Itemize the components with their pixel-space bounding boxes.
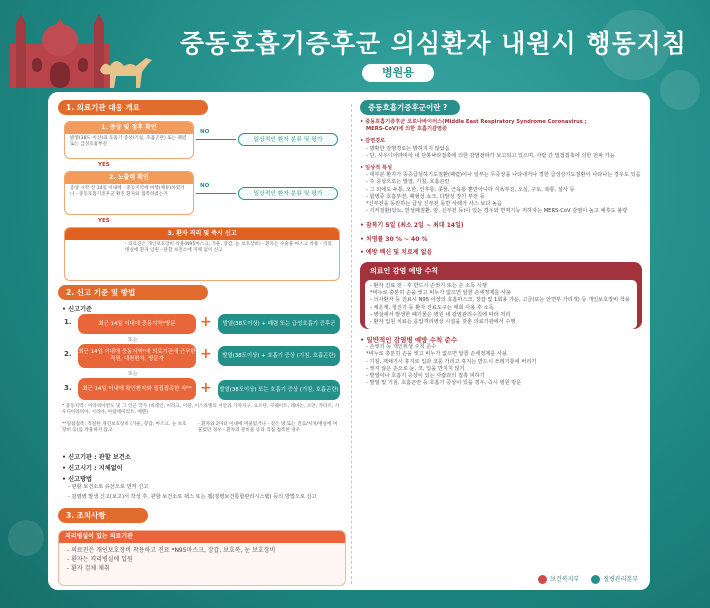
yes-label: YES <box>98 218 110 224</box>
what-is-body-1: • 중동호흡기증후군 코로나바이러스(Middle East Respiratory Syndrome Coronavirus ; <box>360 119 587 125</box>
report-method-label: • 신고방법 <box>62 476 93 483</box>
list-item: - 의사환자 등 진료시 N95 이상의 호흡마스크, 장갑 및 1회용 가운, 고글(또는 안면부 가리개) 등 개인보호장비 착용 <box>370 297 630 304</box>
list-item: - 기침, 재채기시 휴지로 입과 코를 가리고 휴지는 반드시 쓰레기통에 버리기 <box>366 358 537 365</box>
criteria-left: 최근 14일 이내에 중동지역*에 의료기관에 근무한 직원, 내원환자, 방문자 <box>78 344 196 368</box>
step3-body: - 의료진은 개인보호장비 착용(N95마스크, 가운, 장갑, 눈 보호장비) - 환자는 수술용 마스크 착용 - 격리병실에 환자 입원 - 관할 보건소에 지체 없이 신고 <box>125 242 332 254</box>
route-title: • 감염경로 <box>360 138 386 145</box>
footer-logos <box>538 574 638 584</box>
or-label: 또는 <box>128 371 138 377</box>
kcdc-logo <box>591 574 638 584</box>
clinical-title: • 임상적 특성 <box>360 165 392 172</box>
step2-body: 증상 시작 전 14일 이내에 - 중동지역에 여행(체류)하였거나 - 중동호흡기증후군 확진 환자와 접촉하였는가 <box>70 186 185 198</box>
section3-title: 3. 조치사항 <box>58 508 148 523</box>
list-item: *비누로 충분히 손을 씻고 비누가 없으면 알콜 손세정제를 사용 <box>370 290 512 297</box>
plus-icon: + <box>200 314 212 330</box>
left-column <box>58 100 346 572</box>
step2-box <box>64 171 194 215</box>
criteria-num: 2. <box>64 350 72 358</box>
list-item: - 씻지 않은 손으로 눈, 코, 입을 만지지 않기 <box>366 365 465 372</box>
medical-list <box>370 283 632 326</box>
medical-prevention-body <box>365 280 637 329</box>
report-method-2: - 감염병 발생 신고(보고)서 작성 후, 관할 보건소로 팩스 또는 웹(질병보건통합관리시스템) 등의 방법으로 신고 <box>68 494 317 500</box>
middle-east-note: * 중동지역 : 아라비아반도 및 그 인근 국가 (바레인, 이라크, 이란, 이스라엘의 서안과 가자지구, 요르단, 쿠웨이트, 레바논, 오만, 카타르, 사우디아라비아, 시리아, 아랍에미리트, 예멘) <box>62 404 340 416</box>
list-item: *비누로 충분히 손을 씻고 비누가 없으면 알콜 손세정제를 사용 <box>366 351 508 358</box>
outcome-box: 일상적인 환자 분류 및 평가 <box>238 133 338 146</box>
plus-icon: + <box>200 380 212 396</box>
criteria-left: 최근 14일 이내에 확인환자와 밀접접촉한 자** <box>78 378 196 400</box>
list-item: - 환자는 격리병실에 입원 <box>67 556 133 563</box>
incubation: • 잠복기 5일 (최소 2일 ~ 최대 14일) <box>360 222 464 230</box>
general-list <box>360 344 642 387</box>
report-place: • 신고기관 : 관할 보건소 <box>62 454 131 461</box>
list-item: - 기저질환(당뇨, 만성폐질환, 암, 신부전 등)이 있는 경우와 면역기능 저하자는 MERS-CoV 감염이 높고 예후도 불량 <box>366 208 628 215</box>
list-item: - 합병증 호흡부전, 패혈성 쇼크, 다발성 장기 부전 등 <box>366 193 485 200</box>
palace-icon <box>10 14 110 88</box>
close-contact-detail: - 환자와 2미터 이내에 머물렀거나 - 같은 방 또는 진료/처치/병실에 머물렀던 경우 - 환자의 분비물 등과 직접 접촉한 경우 <box>198 422 338 434</box>
criteria-right: 발열(38도이상) 또는 호흡기 증상 (기침, 호흡곤란) <box>218 380 340 400</box>
general-title: • 일반적인 감염병 예방 수칙 준수 <box>360 336 458 345</box>
what-is-title: 중동호흡기증후군이란 ? <box>360 100 460 115</box>
list-item: *신부전을 동반하는 급성 신부전 동반 사례가 사스 보다 높음 <box>366 201 503 208</box>
kcdc-logo-icon <box>591 575 600 584</box>
ministry-name: 보건복지부 <box>550 576 580 583</box>
route-1: - 명확한 감염경로는 밝혀지지 않았음 <box>366 145 450 152</box>
list-item: - 발열 및 기침, 호흡곤란 등 호흡기 증상이 있을 경우, 즉시 병원 방문 <box>366 380 522 387</box>
report-info <box>58 452 346 508</box>
column-divider <box>351 104 352 584</box>
ministry-logo <box>538 574 579 584</box>
outcome-box: 일상적인 환자 분류 및 평가 <box>238 187 338 200</box>
criteria-left: 최근 14일 이내에 중동지역*방문 <box>78 314 196 334</box>
route-2: - 단, 사우디아라비아 내 단봉낙타접촉에 의한 감염전파가 보고되고 있으며, 사람 간 밀접접촉에 의한 전파 가능 <box>366 152 615 159</box>
report-method-1: - 관할 보건소로 유선으로 먼저 신고 <box>68 484 149 490</box>
criteria-right: 발열(38도이상) + 호흡기 증상 (기침, 호흡곤란) <box>218 346 340 366</box>
ministry-logo-icon <box>538 575 547 584</box>
page-title: 중동호흡기증후군 의심환자 내원시 행동지침 <box>180 29 687 58</box>
camel-icon <box>96 52 156 92</box>
medical-prevention-box <box>360 262 642 329</box>
report-time: • 신고시기 : 지체없이 <box>62 465 123 472</box>
list-item: - 환자 진료 전 · 후 반드시 손씻기 또는 손 소독 시행 <box>370 283 487 290</box>
kcdc-name: 질병관리본부 <box>603 576 638 583</box>
list-item: - 대부분 환자가 중증급성하기도질환(폐렴)이나 일부는 무증상을 나타내거나 경한 급성상기도질환이 나타나는 경우도 있음 <box>366 172 641 179</box>
list-item: - 환자 검체 채취 <box>67 565 110 572</box>
list-item: - 주 증상으로는 발열, 기침, 호흡곤란 <box>366 179 450 186</box>
plus-icon: + <box>200 346 212 362</box>
criteria-area <box>58 300 346 452</box>
content-card <box>48 92 650 590</box>
clinical-list <box>360 172 642 215</box>
step3-box <box>64 227 340 281</box>
flowchart <box>58 115 346 285</box>
what-is-body-2: MERS-CoV)에 의한 호흡기감염증 <box>366 126 448 133</box>
step2-title: 2. 노출력 확인 <box>65 172 193 184</box>
list-item: - 손씻기 등 개인위생 수칙 준수 <box>366 344 437 351</box>
section1-title: 1. 의료기관 대응 개요 <box>58 100 208 115</box>
section2-title: 2. 신고 기준 및 방법 <box>58 285 208 300</box>
criteria-num: 3. <box>64 384 72 392</box>
list-item: - 병실에서 발생한 폐기물은 병원 내 감염관리수칙에 따라 처리 <box>370 311 511 318</box>
no-arrow <box>196 193 236 194</box>
list-item: - 체온계, 청진기 등 환자 진료도구는 매회 사용 후 소독 <box>370 304 494 311</box>
or-label: 또는 <box>128 337 138 343</box>
right-column <box>360 100 642 387</box>
yes-label: YES <box>98 162 110 168</box>
step3-title: 3. 환자 격리 및 즉시 신고 <box>65 228 339 240</box>
no-arrow <box>196 139 236 140</box>
step1-title: 1. 증상 및 징후 확인 <box>65 122 193 134</box>
measures-box <box>58 530 346 586</box>
measures-list <box>59 543 345 576</box>
measures-box-title: 격리병실이 있는 의료기관 <box>59 531 345 543</box>
header <box>0 0 710 96</box>
audience-badge: 병원용 <box>362 64 434 82</box>
list-item: - 그 외에도 두통, 오한, 인후통, 콧물, 근육통 뿐만아니라 식욕부진, 오심, 구토, 복통, 설사 등 <box>366 186 575 193</box>
step1-box <box>64 121 194 159</box>
criteria-right: 발열(38도이상) + 폐렴 또는 급성호흡기 증후군 <box>218 314 340 334</box>
vaccine: • 예방 백신 및 치료제 없음 <box>360 248 433 256</box>
list-item: - 발열이나 호흡기 증상이 있는 사람과의 접촉 피하기 <box>366 373 485 380</box>
criteria-label: • 신고기준 <box>62 306 93 313</box>
list-item: - 환자 입원 치료는 음압격리병상 시설을 갖춘 의료기관에서 수행 <box>370 319 516 326</box>
no-label: NO <box>200 129 210 135</box>
medical-prevention-title: 의료인 감염 예방 수칙 <box>370 267 439 276</box>
close-contact-note: **밀접접촉: 적절한 개인보호장비 (가운, 장갑, 마스크, 눈 보호장비 등)를 착용하지 않고 <box>62 422 187 434</box>
virus-decoration <box>8 520 44 556</box>
step1-body: 발열(38도 이상)과 호흡기 증상(기침, 호흡곤란) 또는 폐렴 또는 급성호흡부전 <box>70 136 187 148</box>
list-item: - 의료진은 개인보호장비 착용하고 진료 *N95마스크, 장갑, 보호복, 눈 보호장비 <box>67 547 276 554</box>
fatality: • 치명률 30 % ~ 40 % <box>360 235 428 243</box>
no-label: NO <box>200 183 210 189</box>
criteria-num: 1. <box>64 318 72 326</box>
